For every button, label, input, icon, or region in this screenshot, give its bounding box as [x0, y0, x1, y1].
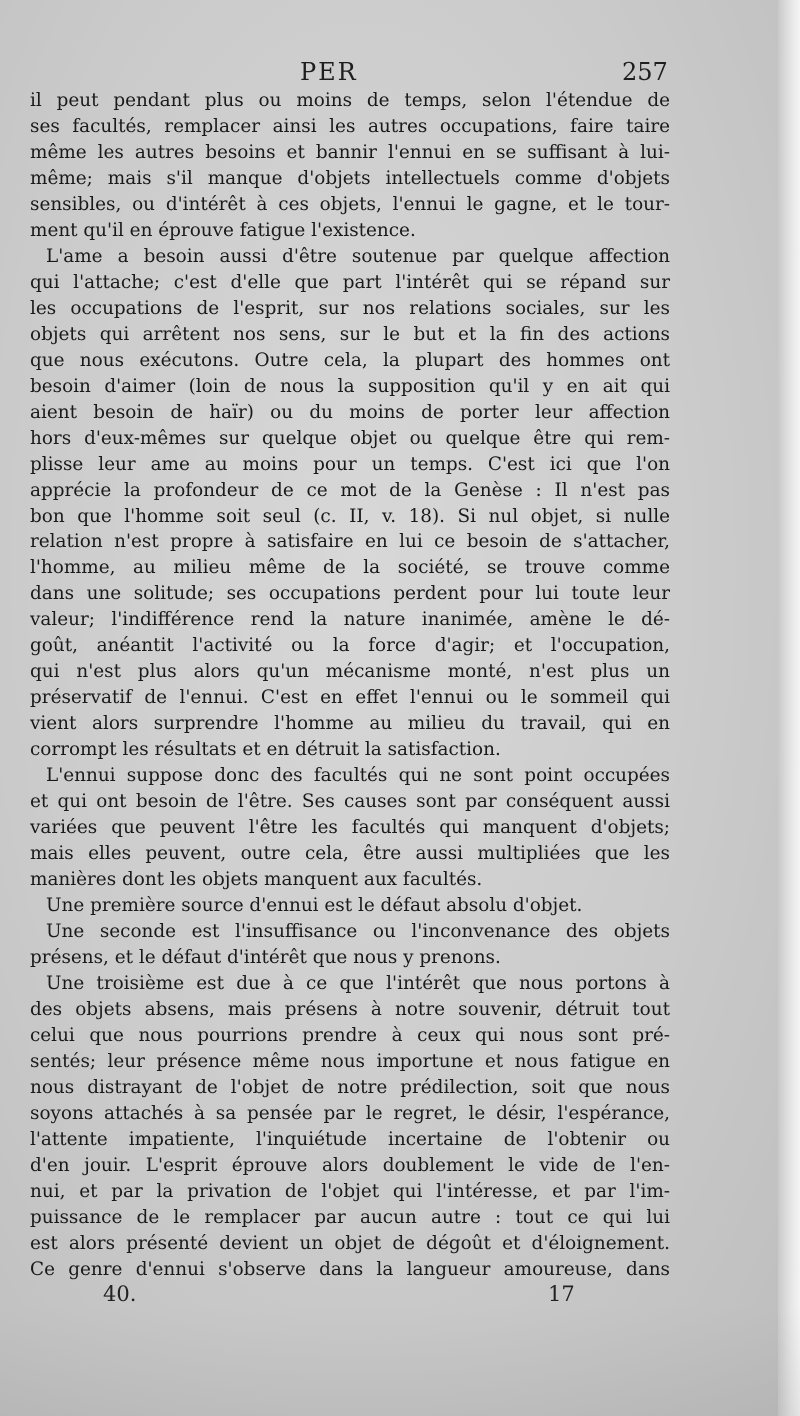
text-line: ses facultés, remplacer ainsi les autres occupations, faire taire — [30, 115, 670, 137]
paragraph-start-line: Une troisième est due à ce que l'intérêt que nous portons à — [46, 972, 670, 994]
text-line: est alors présenté devient un objet de dégoût et d'éloignement. — [30, 1232, 670, 1254]
text-line: les occupations de l'esprit, sur nos relations sociales, sur les — [30, 297, 670, 319]
text-line: sentés; leur présence même nous importune et nous fatigue en — [30, 1050, 670, 1072]
text-line: valeur; l'indifférence rend la nature inanimée, amène le dé- — [30, 609, 670, 631]
signature-mark-left: 40. — [103, 1282, 137, 1306]
paragraph-start-line: L'ennui suppose donc des facultés qui ne sont point occupées — [46, 765, 670, 787]
text-line: qui l'attache; c'est d'elle que part l'intérêt qui se répand sur — [30, 271, 670, 293]
text-line: nous distrayant de l'objet de notre prédilection, soit que nous — [30, 1076, 670, 1098]
text-line: présens, et le défaut d'intérêt que nous y prenons. — [30, 946, 501, 968]
text-line: même; mais s'il manque d'objets intellectuels comme d'objets — [30, 167, 670, 189]
text-line: ment qu'il en éprouve fatigue l'existence. — [30, 219, 416, 241]
paragraph-start-line: Une première source d'ennui est le défaut absolu d'objet. — [46, 895, 583, 917]
text-line: même les autres besoins et bannir l'ennui en se suffisant à lui- — [30, 141, 670, 163]
body-text — [30, 88, 670, 1283]
text-line: des objets absens, mais présens à notre souvenir, détruit tout — [30, 998, 670, 1020]
text-line: apprécie la profondeur de ce mot de la Genèse : Il n'est pas — [30, 479, 670, 501]
text-line: mais elles peuvent, outre cela, être aussi multipliées que les — [30, 843, 670, 865]
page-number: 257 — [622, 58, 668, 86]
text-line: que nous exécutons. Outre cela, la plupart des hommes ont — [30, 349, 670, 371]
text-line: corrompt les résultats et en détruit la satisfaction. — [30, 739, 501, 761]
text-line: d'en jouir. L'esprit éprouve alors doublement le vide de l'en- — [30, 1154, 670, 1176]
text-line: soyons attachés à sa pensée par le regret, le désir, l'espérance, — [30, 1102, 670, 1124]
text-line: plisse leur ame au moins pour un temps. C'est ici que l'on — [30, 453, 670, 475]
signature-mark-right: 17 — [548, 1282, 575, 1306]
paragraph-start-line: L'ame a besoin aussi d'être soutenue par quelque affection — [46, 245, 670, 267]
text-line: qui n'est plus alors qu'un mécanisme monté, n'est plus un — [30, 661, 670, 683]
page-footer — [0, 1282, 800, 1312]
page-edge — [778, 0, 800, 1416]
text-line: Ce genre d'ennui s'observe dans la langueur amoureuse, dans — [30, 1258, 670, 1280]
text-line: celui que nous pourrions prendre à ceux qui nous sont pré- — [30, 1024, 670, 1046]
text-line: vient alors surprendre l'homme au milieu du travail, qui en — [30, 713, 670, 735]
text-line: sensibles, ou d'intérêt à ces objets, l'ennui le gagne, et le tour- — [30, 193, 670, 215]
text-line: objets qui arrêtent nos sens, sur le but et la fin des actions — [30, 323, 670, 345]
text-line: manières dont les objets manquent aux facultés. — [30, 869, 483, 891]
text-line: variées que peuvent l'être les facultés qui manquent d'objets; — [30, 817, 670, 839]
text-line: besoin d'aimer (loin de nous la supposition qu'il y en ait qui — [30, 375, 670, 397]
text-line: relation n'est propre à satisfaire en lui ce besoin de s'attacher, — [30, 531, 670, 553]
text-line: puissance de le remplacer par aucun autre : tout ce qui lui — [30, 1206, 670, 1228]
text-line: l'homme, au milieu même de la société, se trouve comme — [30, 557, 670, 579]
text-line: il peut pendant plus ou moins de temps, selon l'étendue de — [30, 90, 670, 111]
text-line: bon que l'homme soit seul (c. II, v. 18). Si nul objet, si nulle — [30, 505, 670, 527]
text-line: hors d'eux-mêmes sur quelque objet ou quelque être qui rem- — [30, 427, 670, 449]
text-line: nui, et par la privation de l'objet qui l'intéresse, et par l'im- — [30, 1180, 670, 1202]
text-line: l'attente impatiente, l'inquiétude incertaine de l'obtenir ou — [30, 1128, 670, 1150]
text-line: dans une solitude; ses occupations perdent pour lui toute leur — [30, 583, 670, 605]
text-line: et qui ont besoin de l'être. Ses causes sont par conséquent aussi — [30, 791, 670, 813]
text-line: préservatif de l'ennui. C'est en effet l'ennui ou le sommeil qui — [30, 687, 670, 709]
text-line: aient besoin de haïr) ou du moins de porter leur affection — [30, 401, 670, 423]
running-head: PER — [300, 58, 358, 86]
text-line: goût, anéantit l'activité ou la force d'agir; et l'occupation, — [30, 635, 670, 657]
paragraph-start-line: Une seconde est l'insuffisance ou l'inconvenance des objets — [46, 921, 670, 942]
page-shading — [0, 1306, 800, 1416]
